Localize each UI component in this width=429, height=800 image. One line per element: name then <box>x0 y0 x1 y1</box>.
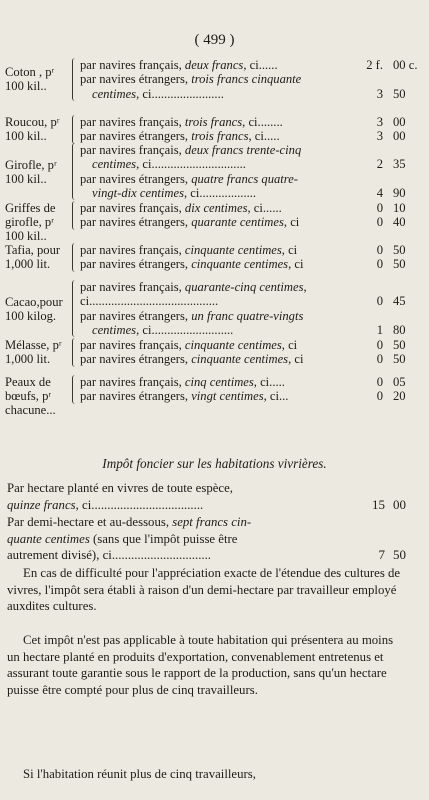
tariff-line-amount: cinquante centimes <box>191 352 289 367</box>
tariff-line-tail: , ci....................... <box>136 86 224 101</box>
brace-mark <box>72 143 75 200</box>
tariff-value-francs: 0 <box>376 375 383 389</box>
tariff-line-text: par navires étrangers, <box>80 129 192 144</box>
tariff-line <box>80 294 340 308</box>
tariff-value-francs: 2 f. <box>366 58 383 72</box>
tariff-value-francs: 2 <box>376 157 383 172</box>
tariff-value-francs: 0 <box>376 352 383 367</box>
tariff-line-tail: , ci <box>283 215 300 230</box>
tariff-line <box>80 243 340 257</box>
tariff-line-amount: dix centimes <box>184 201 248 215</box>
tax-item-line <box>7 531 407 548</box>
tariff-line <box>80 201 340 215</box>
tariff-value-centimes: 50 <box>393 243 406 257</box>
tax-amount-text: quante centimes <box>7 531 90 546</box>
tariff-line-amount: quatre francs quatre- <box>191 171 299 186</box>
brace-mark <box>72 338 75 367</box>
tax-item-tail: (sans que l'impôt puisse être <box>89 531 238 546</box>
tariff-line <box>92 186 352 200</box>
tax-item-line: autrement divisé), ci............................... <box>7 548 212 562</box>
brace-mark <box>72 375 75 404</box>
tariff-line-amount: centimes <box>92 322 137 337</box>
tax-item-pre: Par demi-hectare et au-dessous, <box>7 515 173 529</box>
tariff-line-text: par navires français, <box>80 201 185 215</box>
tariff-line-amount: centimes <box>92 157 137 172</box>
tariff-value-centimes: 45 <box>393 294 406 309</box>
tax-value-francs: 15 <box>372 497 385 512</box>
tariff-line-text: par navires étrangers, <box>80 389 192 404</box>
tariff-line <box>80 280 340 294</box>
tariff-line-tail: , ci.............................. <box>136 157 246 172</box>
tariff-line <box>80 309 340 323</box>
tariff-line-tail: , ci...... <box>247 201 282 215</box>
tariff-label: Griffes de girofle, pʳ 100 kil.. <box>5 201 56 244</box>
tariff-label: Girofle, pʳ 100 kil.. <box>5 157 57 186</box>
tariff-line-tail: , ci.................. <box>183 185 257 200</box>
tariff-line-text: par navires français, <box>80 243 185 257</box>
tariff-line <box>80 338 340 352</box>
tax-value-centimes: 50 <box>393 547 406 562</box>
tariff-value-francs: 3 <box>376 86 383 101</box>
tariff-value-centimes: 00 <box>393 129 406 144</box>
tariff-line-tail: , ci..... <box>253 375 285 389</box>
tax-amount-text: quinze francs <box>7 497 76 512</box>
tariff-line-amount: trois francs <box>191 129 249 144</box>
tariff-line <box>80 72 340 86</box>
tax-item-line <box>7 514 407 531</box>
tariff-line <box>80 172 340 186</box>
tariff-line <box>80 143 340 157</box>
tariff-line-amount: cinq centimes <box>184 375 254 389</box>
tariff-value-centimes: 20 <box>393 389 406 404</box>
tariff-line <box>80 257 340 271</box>
tariff-label: Roucou, pʳ 100 kil.. <box>5 115 60 144</box>
tariff-line <box>92 87 352 101</box>
tariff-value-francs: 0 <box>376 257 383 272</box>
tariff-value-francs: 0 <box>376 201 383 215</box>
paragraph: En cas de difficulté pour l'appréciation exacte de l'étendue des cultures de vivres, l'impôt sera établi à raison d'un demi-hectare par travailleur employé auxdites cultures. <box>7 566 401 613</box>
tariff-value-centimes: 80 <box>393 322 406 337</box>
tariff-line-text: par navires étrangers, <box>80 308 192 323</box>
tariff-line-tail: , ci...... <box>243 58 278 72</box>
tariff-line-amount: vingt-dix centimes <box>92 185 184 200</box>
tariff-line-tail: , ci <box>288 257 304 272</box>
tariff-line-text: par navires étrangers, <box>80 257 192 272</box>
tariff-line-text: par navires français, <box>80 338 185 352</box>
tariff-value-francs: 4 <box>376 185 383 200</box>
brace-mark <box>72 58 75 101</box>
tariff-line <box>80 352 340 366</box>
tariff-line-tail: , ci... <box>263 389 289 404</box>
tariff-line <box>80 58 340 72</box>
tax-item-line: Par hectare planté en vivres de toute espèce, <box>7 481 233 495</box>
tariff-line-tail: , ci <box>288 352 304 367</box>
tariff-value-centimes: 50 <box>393 86 406 101</box>
tariff-value-francs: 0 <box>376 294 383 309</box>
tariff-line <box>92 323 352 337</box>
tariff-line <box>80 215 340 229</box>
brace-mark <box>72 243 75 272</box>
tariff-line <box>80 129 340 143</box>
page-number: ( 499 ) <box>194 32 235 48</box>
tariff-value-centimes: 50 <box>393 352 406 367</box>
tariff-line-text: par navires étrangers, <box>80 72 192 87</box>
tariff-value-francs: 3 <box>376 115 383 129</box>
tariff-line-amount: cinquante centimes <box>184 338 282 352</box>
tariff-value-francs: 3 <box>376 129 383 144</box>
tax-item-hectare <box>7 480 407 513</box>
tariff-line-tail: , ci <box>281 243 298 257</box>
tariff-line-tail: , ci.......................... <box>136 322 234 337</box>
paragraph: Si l'habitation réunit plus de cinq travailleurs, <box>23 767 256 781</box>
tariff-value-francs: 0 <box>376 338 383 352</box>
tariff-line-tail: , ci <box>281 338 298 352</box>
tariff-line-amount: trois francs cinquante <box>191 72 302 87</box>
paragraph: Cet impôt n'est pas applicable à toute habitation qui présentera au moins un hectare planté en produits d'exportation, convenablement entretenus et assurant toute garantie sous le rapport de la production, sans qu'un hectare puisse être compté pour plus de cinq travailleurs. <box>7 633 394 697</box>
tariff-value-centimes: 35 <box>393 157 406 172</box>
tariff-value-centimes: 50 <box>393 338 406 352</box>
tariff-line-text: par navires étrangers, <box>80 171 192 186</box>
tariff-value-centimes: 10 <box>393 201 406 215</box>
tariff-value-centimes: 50 <box>393 257 406 272</box>
tariff-value-francs: 0 <box>376 243 383 257</box>
tax-item-line <box>7 497 407 514</box>
tariff-line-tail: , ci..... <box>248 129 280 144</box>
tariff-line-tail: , <box>303 280 307 294</box>
tariff-value-centimes: 00 c. <box>393 58 418 72</box>
tariff-line <box>80 375 340 389</box>
tax-amount-text: sept francs cin- <box>172 515 252 529</box>
tariff-line <box>80 115 340 129</box>
tariff-value-francs: 0 <box>376 389 383 404</box>
tariff-line <box>80 389 340 403</box>
tariff-line-amount: cinquante centimes <box>184 243 282 257</box>
tax-item-demi-hectare <box>7 514 407 564</box>
tariff-line-text: par navires français, <box>80 115 185 129</box>
tariff-label: Mélasse, pʳ 1,000 lit. <box>5 338 62 367</box>
tariff-line-amount: quarante-cinq centimes <box>184 280 304 294</box>
tariff-value-francs: 0 <box>376 215 383 230</box>
tariff-label: Cacao,pour 100 kilog. <box>5 294 63 323</box>
tariff-line-amount: cinquante centimes <box>191 257 289 272</box>
tariff-line <box>92 157 352 171</box>
tariff-line-amount: centimes <box>92 86 137 101</box>
tariff-line-text: par navires français, <box>80 375 185 389</box>
tariff-value-centimes: 40 <box>393 215 406 230</box>
tariff-line-amount: quarante centimes <box>191 215 284 230</box>
tariff-label: Peaux de bœufs, pʳ chacune... <box>5 375 56 418</box>
tariff-line-text: par navires français, <box>80 58 185 72</box>
brace-mark <box>72 115 75 144</box>
brace-mark <box>72 201 75 230</box>
tariff-line-text: par navires étrangers, <box>80 215 192 230</box>
tariff-value-centimes: 00 <box>393 115 406 129</box>
tariff-line-text: par navires étrangers, <box>80 352 192 367</box>
tariff-value-centimes: 05 <box>393 375 406 389</box>
brace-mark <box>72 280 75 337</box>
tariff-label: Tafia, pour 1,000 lit. <box>5 243 61 272</box>
tax-item-tail: , ci................................... <box>75 497 204 512</box>
tariff-line-amount: vingt centimes <box>191 389 264 404</box>
tariff-value-francs: 1 <box>376 322 383 337</box>
tariff-line-amount: deux francs trente-cinq <box>184 143 302 157</box>
tax-value-francs: 7 <box>378 547 385 562</box>
section-heading: Impôt foncier sur les habitations vivrières. <box>102 456 327 471</box>
tariff-line-amount: deux francs <box>184 58 244 72</box>
tariff-line-amount: un franc quatre-vingts <box>191 308 304 323</box>
tariff-line-tail: , ci........ <box>242 115 283 129</box>
tariff-line-text: ci......................................... <box>80 294 219 309</box>
tariff-line-text: par navires français, <box>80 143 185 157</box>
tax-value-centimes: 00 <box>393 497 406 512</box>
tariff-value-centimes: 90 <box>393 185 406 200</box>
tariff-line-amount: trois francs <box>184 115 243 129</box>
tariff-label: Coton , pʳ 100 kil.. <box>5 65 55 94</box>
tariff-line-text: par navires français, <box>80 280 185 294</box>
